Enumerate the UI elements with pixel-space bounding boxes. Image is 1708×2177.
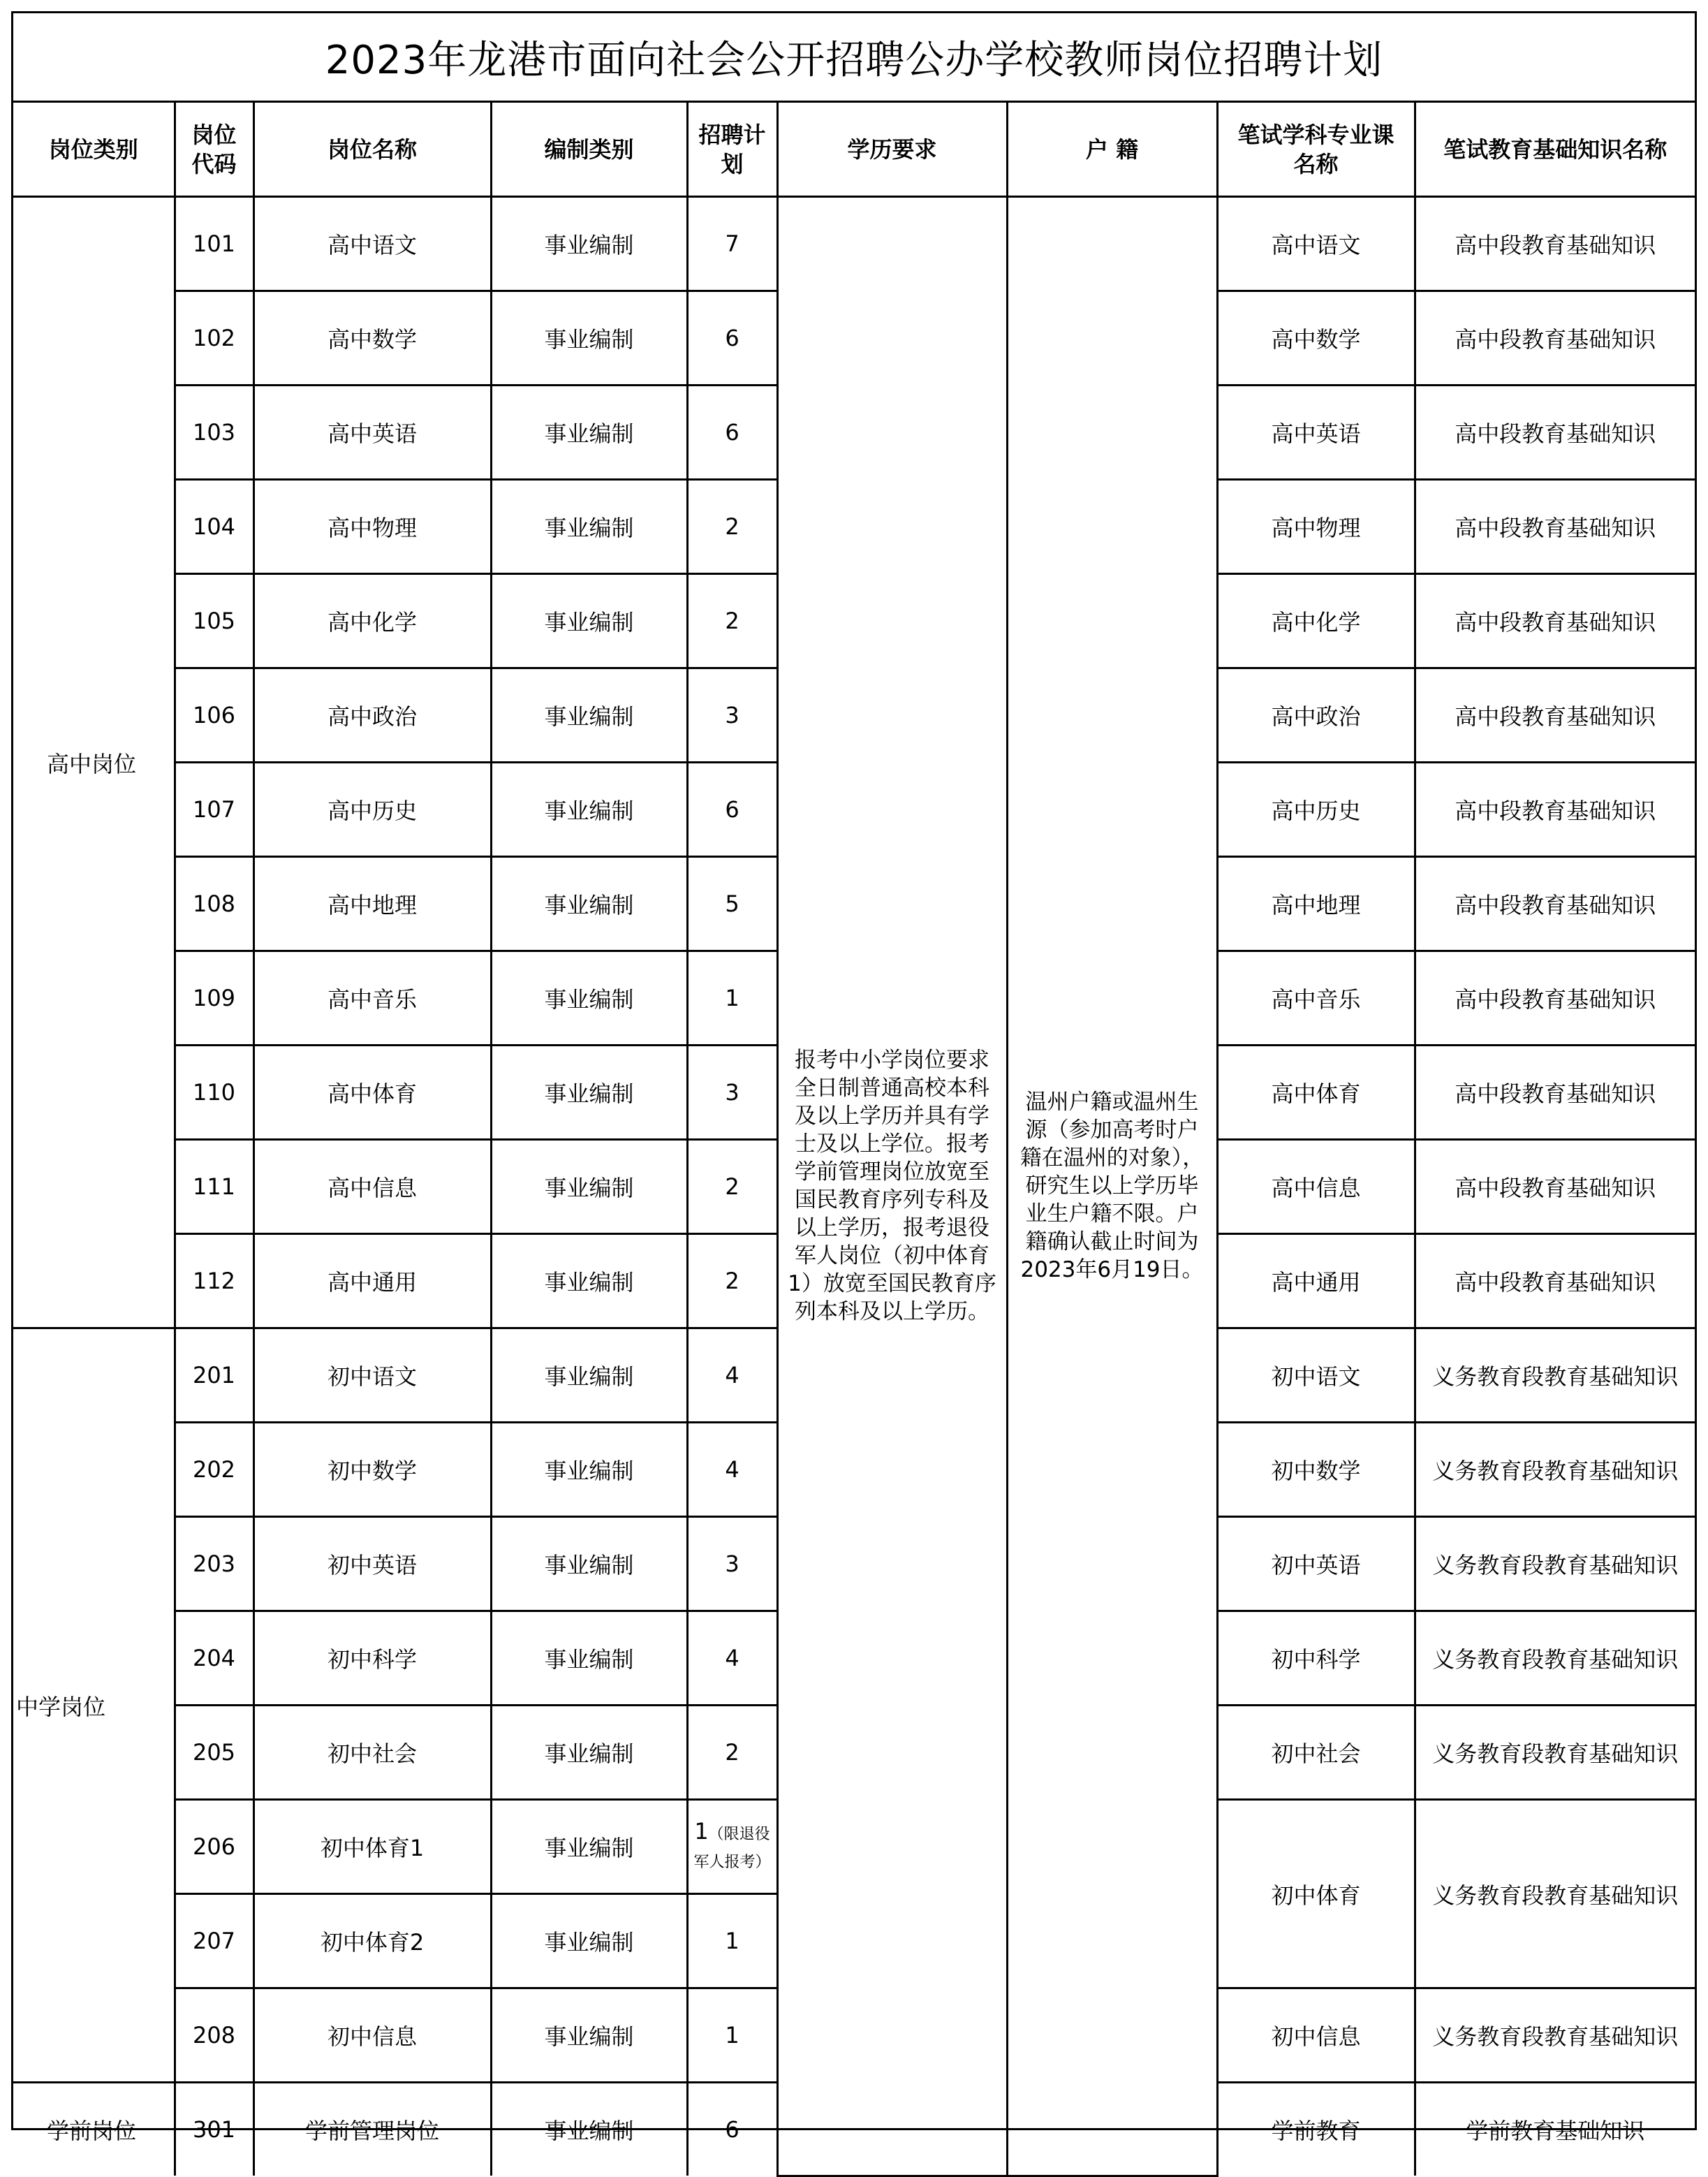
exam-subject: 初中语文	[1217, 1328, 1415, 1423]
position-code: 110	[175, 1046, 253, 1140]
exam-subject: 高中语文	[1217, 197, 1415, 291]
staff-type: 事业编制	[491, 1611, 687, 1706]
staff-type: 事业编制	[491, 1140, 687, 1234]
position-code: 205	[175, 1706, 253, 1800]
position-name: 初中科学	[253, 1611, 491, 1706]
exam-subject: 学前教育	[1217, 2083, 1415, 2176]
recruit-plan: 2	[687, 480, 777, 574]
exam-basic: 高中段教育基础知识	[1415, 386, 1695, 480]
recruit-plan: 4	[687, 1328, 777, 1423]
exam-basic: 义务教育段教育基础知识	[1415, 1517, 1695, 1611]
header-staff-type: 编制类别	[491, 103, 687, 197]
exam-basic: 高中段教育基础知识	[1415, 197, 1695, 291]
recruitment-table	[13, 103, 1695, 2177]
staff-type: 事业编制	[491, 386, 687, 480]
recruit-plan: 2	[687, 574, 777, 668]
recruit-plan: 2	[687, 1234, 777, 1328]
staff-type: 事业编制	[491, 1328, 687, 1423]
header-code: 岗位代码	[175, 103, 253, 197]
staff-type: 事业编制	[491, 480, 687, 574]
staff-type: 事业编制	[491, 1423, 687, 1517]
exam-subject: 初中数学	[1217, 1423, 1415, 1517]
recruit-plan: 6	[687, 2083, 777, 2176]
staff-type: 事业编制	[491, 1800, 687, 1894]
position-name: 初中英语	[253, 1517, 491, 1611]
exam-basic: 学前教育基础知识	[1415, 2083, 1695, 2176]
exam-subject: 高中物理	[1217, 480, 1415, 574]
recruit-plan: 1	[687, 1894, 777, 1988]
recruit-plan-note: （限退役军人报考）	[693, 1826, 771, 1871]
exam-basic: 义务教育段教育基础知识	[1415, 1611, 1695, 1706]
position-name: 高中历史	[253, 763, 491, 857]
recruit-plan: 3	[687, 1517, 777, 1611]
exam-subject: 初中体育	[1217, 1800, 1415, 1988]
exam-basic: 高中段教育基础知识	[1415, 951, 1695, 1046]
category-middle: 中学岗位	[13, 1328, 175, 2083]
exam-basic: 高中段教育基础知识	[1415, 668, 1695, 763]
position-code: 112	[175, 1234, 253, 1328]
staff-type: 事业编制	[491, 763, 687, 857]
position-code: 208	[175, 1988, 253, 2083]
recruit-plan: 2	[687, 1706, 777, 1800]
position-code: 104	[175, 480, 253, 574]
position-name: 高中物理	[253, 480, 491, 574]
staff-type: 事业编制	[491, 1706, 687, 1800]
exam-basic: 义务教育段教育基础知识	[1415, 1423, 1695, 1517]
staff-type: 事业编制	[491, 857, 687, 951]
exam-subject: 高中历史	[1217, 763, 1415, 857]
document-title: 2023年龙港市面向社会公开招聘公办学校教师岗位招聘计划	[13, 13, 1695, 103]
exam-subject: 初中科学	[1217, 1611, 1415, 1706]
header-exam-subject: 笔试学科专业课名称	[1217, 103, 1415, 197]
position-code: 201	[175, 1328, 253, 1423]
position-name: 高中音乐	[253, 951, 491, 1046]
exam-basic: 高中段教育基础知识	[1415, 1234, 1695, 1328]
table-row	[13, 197, 1695, 291]
recruit-plan: 2	[687, 1140, 777, 1234]
recruit-plan: 5	[687, 857, 777, 951]
position-name: 学前管理岗位	[253, 2083, 491, 2176]
recruit-plan: 1	[687, 1988, 777, 2083]
position-code: 301	[175, 2083, 253, 2176]
position-name: 初中语文	[253, 1328, 491, 1423]
position-name: 高中通用	[253, 1234, 491, 1328]
exam-subject: 高中英语	[1217, 386, 1415, 480]
exam-subject: 高中体育	[1217, 1046, 1415, 1140]
exam-basic: 义务教育段教育基础知识	[1415, 1988, 1695, 2083]
exam-basic: 高中段教育基础知识	[1415, 291, 1695, 386]
position-name: 高中数学	[253, 291, 491, 386]
position-code: 202	[175, 1423, 253, 1517]
recruit-plan: 4	[687, 1423, 777, 1517]
exam-subject: 高中化学	[1217, 574, 1415, 668]
position-name: 高中化学	[253, 574, 491, 668]
staff-type: 事业编制	[491, 574, 687, 668]
recruit-plan: 4	[687, 1611, 777, 1706]
staff-type: 事业编制	[491, 951, 687, 1046]
position-code: 206	[175, 1800, 253, 1894]
recruit-plan: 6	[687, 291, 777, 386]
category-preschool: 学前岗位	[13, 2083, 175, 2176]
exam-subject: 高中音乐	[1217, 951, 1415, 1046]
position-name: 初中体育2	[253, 1894, 491, 1988]
exam-basic: 高中段教育基础知识	[1415, 480, 1695, 574]
exam-basic: 高中段教育基础知识	[1415, 1140, 1695, 1234]
staff-type: 事业编制	[491, 668, 687, 763]
recruit-plan: 6	[687, 763, 777, 857]
recruit-plan: 7	[687, 197, 777, 291]
recruitment-plan-document	[11, 11, 1697, 2144]
position-code: 203	[175, 1517, 253, 1611]
position-name: 高中地理	[253, 857, 491, 951]
position-name: 初中社会	[253, 1706, 491, 1800]
exam-basic: 高中段教育基础知识	[1415, 763, 1695, 857]
staff-type: 事业编制	[491, 291, 687, 386]
position-code: 101	[175, 197, 253, 291]
position-code: 207	[175, 1894, 253, 1988]
staff-type: 事业编制	[491, 1894, 687, 1988]
recruit-plan: 3	[687, 1046, 777, 1140]
staff-type: 事业编制	[491, 2083, 687, 2176]
position-name: 高中体育	[253, 1046, 491, 1140]
position-name: 高中英语	[253, 386, 491, 480]
position-code: 106	[175, 668, 253, 763]
header-education: 学历要求	[777, 103, 1007, 197]
recruit-plan: 3	[687, 668, 777, 763]
exam-basic: 高中段教育基础知识	[1415, 857, 1695, 951]
exam-subject: 高中数学	[1217, 291, 1415, 386]
position-name: 初中数学	[253, 1423, 491, 1517]
exam-subject: 高中信息	[1217, 1140, 1415, 1234]
staff-type: 事业编制	[491, 1046, 687, 1140]
exam-subject: 高中政治	[1217, 668, 1415, 763]
exam-subject: 初中社会	[1217, 1706, 1415, 1800]
header-name: 岗位名称	[253, 103, 491, 197]
recruit-plan-count: 1	[694, 1818, 709, 1845]
position-code: 102	[175, 291, 253, 386]
position-name: 初中信息	[253, 1988, 491, 2083]
recruit-plan	[687, 1800, 777, 1894]
exam-basic: 高中段教育基础知识	[1415, 574, 1695, 668]
staff-type: 事业编制	[491, 1517, 687, 1611]
position-name: 高中政治	[253, 668, 491, 763]
exam-basic: 义务教育段教育基础知识	[1415, 1800, 1695, 1988]
exam-subject: 高中地理	[1217, 857, 1415, 951]
exam-basic: 高中段教育基础知识	[1415, 1046, 1695, 1140]
position-name: 高中语文	[253, 197, 491, 291]
recruit-plan: 1	[687, 951, 777, 1046]
exam-subject: 初中英语	[1217, 1517, 1415, 1611]
header-category: 岗位类别	[13, 103, 175, 197]
position-code: 109	[175, 951, 253, 1046]
recruit-plan: 6	[687, 386, 777, 480]
hukou-requirement: 温州户籍或温州生源（参加高考时户籍在温州的对象），研究生以上学历毕业生户籍不限。户籍确认截止时间为2023年6月19日。	[1007, 197, 1217, 2176]
position-code: 111	[175, 1140, 253, 1234]
header-hukou: 户 籍	[1007, 103, 1217, 197]
exam-subject: 高中通用	[1217, 1234, 1415, 1328]
table-header-row	[13, 103, 1695, 197]
position-code: 107	[175, 763, 253, 857]
staff-type: 事业编制	[491, 1234, 687, 1328]
position-name: 初中体育1	[253, 1800, 491, 1894]
staff-type: 事业编制	[491, 1988, 687, 2083]
exam-subject: 初中信息	[1217, 1988, 1415, 2083]
education-requirement: 报考中小学岗位要求全日制普通高校本科及以上学历并具有学士及以上学位。报考学前管理岗位放宽至国民教育序列专科及以上学历，报考退役军人岗位（初中体育1）放宽至国民教育序列本科及以上学历。	[777, 197, 1007, 2176]
exam-basic: 义务教育段教育基础知识	[1415, 1706, 1695, 1800]
header-exam-basic: 笔试教育基础知识名称	[1415, 103, 1695, 197]
exam-basic: 义务教育段教育基础知识	[1415, 1328, 1695, 1423]
position-name: 高中信息	[253, 1140, 491, 1234]
position-code: 105	[175, 574, 253, 668]
position-code: 108	[175, 857, 253, 951]
position-code: 204	[175, 1611, 253, 1706]
staff-type: 事业编制	[491, 197, 687, 291]
position-code: 103	[175, 386, 253, 480]
category-high: 高中岗位	[13, 197, 175, 1328]
header-plan: 招聘计划	[687, 103, 777, 197]
